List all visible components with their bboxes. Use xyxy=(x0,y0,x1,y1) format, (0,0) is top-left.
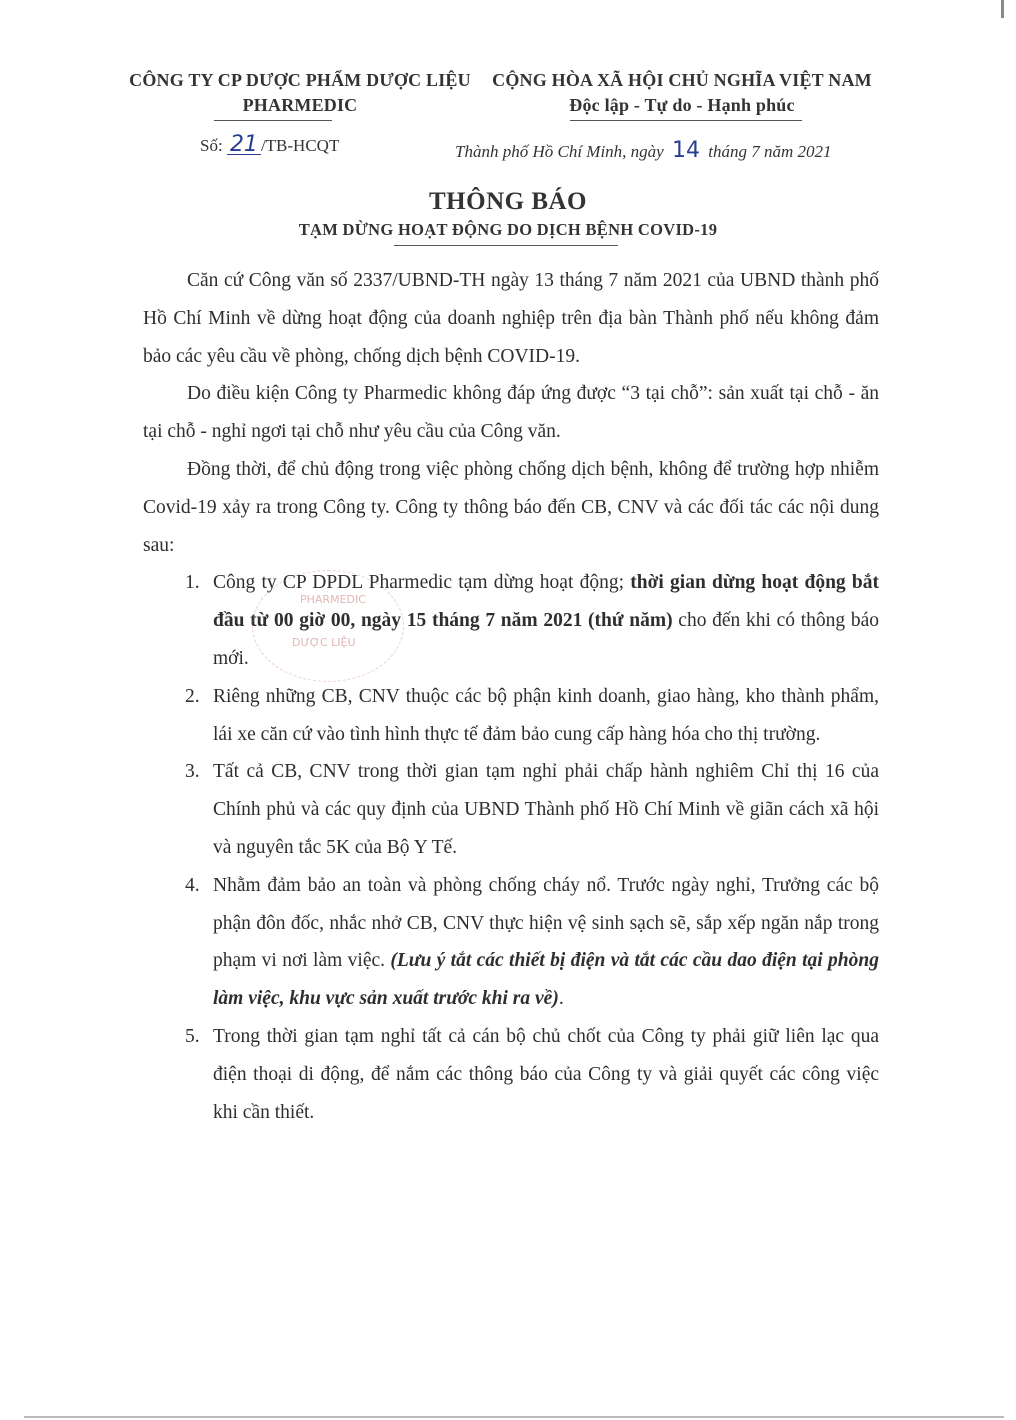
paragraph-reason: Do điều kiện Công ty Pharmedic không đáp ứng được “3 tại chỗ”: sản xuất tại chỗ - ăn tại chỗ - nghỉ ngơi tại chỗ như yêu cầu của Công văn. xyxy=(143,383,879,443)
document-body xyxy=(143,262,879,1131)
document-number xyxy=(200,132,340,157)
list-item xyxy=(143,678,879,754)
date-after-day: tháng 7 năm 2021 xyxy=(703,142,832,161)
handwritten-number: 21 xyxy=(227,136,261,155)
stamp-text-bottom: DƯỢC LIỆU xyxy=(292,636,356,649)
list-item-text: Trong thời gian tạm nghỉ tất cả cán bộ chủ chốt của Công ty phải giữ liên lạc qua điện thoại di động, để nắm các thông báo của Công ty và giải quyết các công việc khi cần thiết. xyxy=(213,1025,879,1123)
paragraph-announcement: Đồng thời, để chủ động trong việc phòng chống dịch bệnh, không để trường hợp nhiễm Covid-19 xảy ra trong Công ty. Công ty thông báo đến CB, CNV và các đối tác các nội dung sau: xyxy=(143,458,879,556)
list-item-bold-text: thời gian dừng hoạt động bắt đầu từ 00 giờ 00, ngày 15 tháng 7 năm 2021 (thứ năm) xyxy=(213,572,879,632)
organization-header xyxy=(100,68,500,118)
document-title: THÔNG BÁO xyxy=(429,188,587,215)
list-item-text-end: . xyxy=(558,988,564,1010)
list-item-number: 1. xyxy=(185,572,200,594)
list-item-text-end: cho đến khi có thông báo mới. xyxy=(213,610,879,669)
scan-edge-mark xyxy=(1001,0,1004,18)
list-item-number: 2. xyxy=(185,685,200,707)
list-item-bold-italic-note: (Lưu ý tắt các thiết bị điện và tắt các cầu dao điện tại phòng làm việc, khu vực sản xuất trước khi ra về) xyxy=(213,950,879,1010)
national-motto: Độc lập - Tự do - Hạnh phúc xyxy=(569,95,795,115)
place-and-date xyxy=(455,138,831,163)
date-before-day: Thành phố Hồ Chí Minh, ngày xyxy=(455,142,668,161)
national-motto-underline xyxy=(570,120,802,121)
list-item-number: 5. xyxy=(185,1025,200,1047)
list-item xyxy=(143,753,879,866)
paragraph-basis: Căn cứ Công văn số 2337/UBND-TH ngày 13 tháng 7 năm 2021 của UBND thành phố Hồ Chí Minh về dừng hoạt động của doanh nghiệp trên địa bàn Thành phố nếu không đảm bảo các yêu cầu về phòng, chống dịch bệnh COVID-19. xyxy=(143,270,879,367)
title-underline xyxy=(394,245,618,246)
document-subtitle: TẠM DỪNG HOẠT ĐỘNG DO DỊCH BỆNH COVID-19 xyxy=(298,220,718,239)
organization-underline xyxy=(214,120,332,121)
numbered-list xyxy=(143,564,879,1131)
list-item-text: Riêng những CB, CNV thuộc các bộ phận kinh doanh, giao hàng, kho thành phẩm, lái xe căn cứ vào tình hình thực tế đảm bảo cung cấp hàng hóa cho thị trường. xyxy=(213,685,879,745)
organization-name: CÔNG TY CP DƯỢC PHẨM DƯỢC LIỆU xyxy=(129,70,471,90)
national-header xyxy=(476,68,888,118)
organization-short-name: PHARMEDIC xyxy=(242,95,358,115)
list-item-text: Công ty CP DPDL Pharmedic tạm dừng hoạt động; xyxy=(213,572,631,594)
scan-bottom-edge xyxy=(24,1416,1004,1418)
handwritten-day: 14 xyxy=(671,138,700,163)
company-stamp-faint xyxy=(252,570,404,682)
list-item xyxy=(143,1018,879,1131)
document-number-prefix: Số: xyxy=(200,136,227,155)
national-title: CỘNG HÒA XÃ HỘI CHỦ NGHĨA VIỆT NAM xyxy=(492,70,872,90)
document-number-suffix: /TB-HCQT xyxy=(260,136,340,155)
list-item-number: 4. xyxy=(185,874,200,896)
list-item-text: Tất cả CB, CNV trong thời gian tạm nghỉ phải chấp hành nghiêm Chỉ thị 16 của Chính phủ và các quy định của UBND Thành phố Hồ Chí Minh về giãn cách xã hội và nguyên tắc 5K của Bộ Y Tế. xyxy=(213,761,879,858)
list-item-number: 3. xyxy=(185,761,200,783)
stamp-text-top: PHARMEDIC xyxy=(300,593,366,606)
list-item xyxy=(143,867,879,1018)
list-item-text: Nhằm đảm bảo an toàn và phòng chống cháy nổ. Trước ngày nghỉ, Trưởng các bộ phận đôn đốc, nhắc nhở CB, CNV thực hiện vệ sinh sạch sẽ, sắp xếp ngăn nắp trong phạm vi nơi làm việc. xyxy=(213,874,879,972)
